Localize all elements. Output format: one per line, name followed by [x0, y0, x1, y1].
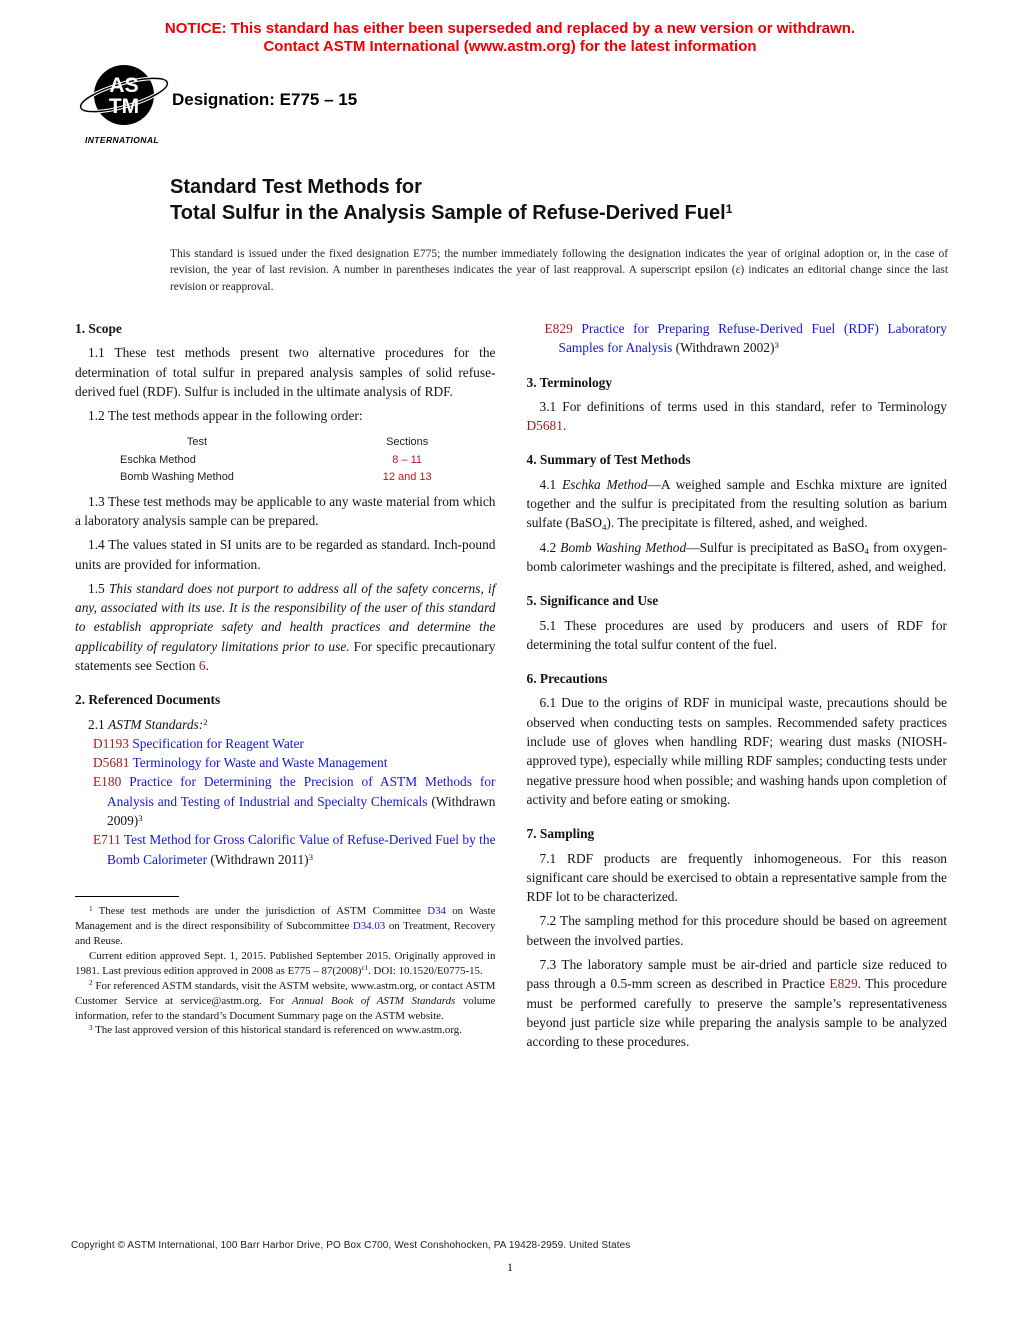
- paragraph-2-1: [75, 715, 496, 734]
- document-title: [170, 174, 950, 226]
- scope-table-header-sections: Sections: [386, 436, 429, 449]
- paragraph-1-1: [75, 343, 496, 401]
- text-run: These test methods are under the jurisdiction of ASTM Committee: [92, 904, 428, 917]
- standard-title-link[interactable]: D34.03: [352, 919, 386, 932]
- standard-ref-link[interactable]: E180: [93, 774, 130, 790]
- footnote-marker: 4: [864, 545, 869, 556]
- title-line-2: [170, 200, 950, 226]
- title-line-1: Standard Test Methods for: [170, 176, 422, 198]
- text-run: 1.3 These test methods may be applicable to any waste material from which a laboratory analysis sample can be prepared.: [75, 493, 496, 528]
- designation: Designation: E775 – 15: [172, 90, 358, 109]
- text-run: .: [205, 658, 209, 673]
- text-run: 3.1 For definitions of terms used in this standard, refer to Terminology: [539, 398, 947, 414]
- text-run: 1.4 The values stated in SI units are to be regarded as standard. Inch-pound units are provided for information.: [75, 537, 496, 572]
- text-run: 7.1 RDF products are frequently inhomogeneous. For this reason significant care should be exercised to obtain a representative sample from the RDF lot to be characterized.: [526, 850, 947, 905]
- paragraph-1-3: [75, 492, 496, 531]
- text-run: —A weighed sample and Eschka mixture are ignited together and the sulfur is precipitated from the resulting solution as barium sulfate (BaSO: [526, 476, 947, 531]
- footnote-1: [75, 904, 496, 949]
- text-run: 7.2 The sampling method for this procedure should be based on agreement between the involved parties.: [526, 913, 947, 948]
- paragraph-1-5: [75, 579, 496, 675]
- scope-table-section-link[interactable]: 12 and 13: [382, 470, 432, 483]
- reference-item-d1193: [75, 734, 496, 753]
- footnote-2: [75, 979, 496, 1024]
- astm-logo-text: TM: [108, 95, 140, 118]
- footnote-marker: 3: [138, 813, 143, 824]
- text-run: (Withdrawn 2011): [207, 851, 309, 867]
- footnote-separator: [75, 896, 179, 897]
- italic-text: Bomb Washing Method: [560, 539, 687, 555]
- standard-ref-link[interactable]: 6: [198, 658, 206, 673]
- text-run: . This procedure must be performed carefully to preserve the sample’s representativeness beyond just particle size while preparing the analysis sample to be analyzed according to these procedures.: [526, 976, 948, 1050]
- text-run: (Withdrawn 2002): [672, 340, 775, 356]
- text-run: .: [562, 418, 567, 434]
- footnote-marker: ε1: [361, 964, 369, 973]
- text-run: 5.1 These procedures are used by producers and users of RDF for determining the total sulfur content of the fuel.: [526, 617, 947, 652]
- astm-logo-international: INTERNATIONAL: [85, 135, 159, 145]
- left-column: [75, 319, 496, 1052]
- footnote-marker: 2: [89, 979, 93, 988]
- footnote-3: [75, 1023, 496, 1038]
- text-run: 7.3 The laboratory sample must be air-dried and particle size reduced to pass through a 0.5-mm screen as described in Practice: [526, 957, 947, 992]
- astm-globe-icon: [74, 62, 170, 132]
- standard-title-link[interactable]: Specification for Reagent Water: [132, 735, 304, 751]
- right-column: [527, 319, 948, 1052]
- section-7-heading: 7. Sampling: [526, 826, 595, 842]
- footnote-marker: 3: [774, 340, 779, 351]
- title-footnote-marker: 1: [725, 202, 733, 217]
- standard-ref-link[interactable]: D5681: [526, 418, 563, 434]
- notice-line-1: NOTICE: This standard has either been superseded and replaced by a new version or withdrawn.: [164, 20, 856, 37]
- text-run: 1.1 These test methods present two alternative procedures for the determination of total sulfur in prepared analysis samples of solid refuse-derived fuel (RDF). Sulfur is included in the ultimate analysis of RDF.: [75, 345, 496, 399]
- section-6-heading: 6. Precautions: [526, 671, 608, 687]
- standard-title-link[interactable]: Test Method for Gross Calorific Value of Refuse-Derived Fuel by the Bomb Calorimeter: [107, 832, 496, 867]
- footnote-edition: [75, 949, 496, 979]
- astm-logo-text: AS: [109, 74, 139, 97]
- scope-table: [75, 434, 496, 485]
- body-columns: [75, 319, 947, 1052]
- scope-table-cell: Bomb Washing Method: [120, 470, 234, 483]
- standard-ref-link[interactable]: E829: [544, 321, 582, 336]
- section-4-heading: 4. Summary of Test Methods: [526, 452, 691, 468]
- text-run: The last approved version of this historical standard is referenced on www.astm.org.: [92, 1024, 462, 1037]
- text-run: 4.1: [539, 476, 563, 492]
- section-2-heading: 2. Referenced Documents: [75, 692, 221, 708]
- standard-ref-link[interactable]: E711: [93, 832, 124, 848]
- text-run: 2.1: [88, 716, 109, 732]
- reference-item-e829: [527, 319, 948, 358]
- standard-ref-link[interactable]: D1193: [93, 735, 133, 751]
- section-3-heading: 3. Terminology: [526, 374, 613, 390]
- text-run: from oxygen-bomb calorimeter washings and the precipitate is filtered, ashed, and weighed.: [526, 539, 947, 574]
- paragraph-1-2: [75, 406, 496, 425]
- italic-text: This standard does not purport to address all of the safety concerns, if any, associated with its use. It is the responsibility of the user of this standard to establish appropriate safety and health practices and determine the applicability of regulatory limitations prior to use.: [75, 580, 496, 654]
- copyright-line: Copyright © ASTM International, 100 Barr Harbor Drive, PO Box C700, West Conshohocken, PA 19428-2959. United States: [71, 1240, 631, 1251]
- text-run: (Withdrawn 2009): [107, 793, 496, 829]
- standard-title-link[interactable]: Practice for Preparing Refuse-Derived Fuel (RDF) Laboratory Samples for Analysis: [558, 321, 947, 356]
- scope-table-header-test: Test: [186, 436, 208, 449]
- text-run: . DOI: 10.1520/E0775-15.: [368, 964, 483, 977]
- standard-title-link[interactable]: D34: [427, 904, 446, 917]
- text-run: 1.2 The test methods appear in the following order:: [88, 408, 363, 424]
- reference-item-e180: [75, 772, 496, 830]
- text-run: ). The precipitate is filtered, ashed, and weighed.: [606, 515, 868, 531]
- text-run: volume information, refer to the standard’s Document Summary page on the ASTM website.: [75, 994, 496, 1022]
- italic-text: Annual Book of ASTM Standards: [291, 994, 456, 1007]
- paragraph-4-2: [527, 538, 948, 577]
- reference-item-e711: [75, 830, 496, 869]
- standard-title-link[interactable]: Terminology for Waste and Waste Management: [132, 755, 388, 771]
- text-run: For referenced ASTM standards, visit the ASTM website, www.astm.org, or contact ASTM Customer Service at service@astm.org. For: [75, 979, 496, 1007]
- paragraph-7-3: [527, 955, 948, 1051]
- standard-ref-link[interactable]: E829: [829, 976, 858, 992]
- footnote-marker: 2: [203, 716, 208, 727]
- text-run: —Sulfur is precipitated as BaSO: [686, 539, 865, 555]
- preamble: This standard is issued under the fixed designation E775; the number immediately following the designation indicates the year of original adoption or, in the case of revision, the year of last revision. A number in parentheses indicates the year of last reapproval. A superscript epsilon (ε) indicates an editorial change since the last revision or reapproval.: [170, 248, 948, 293]
- paragraph-3-1: [527, 397, 948, 436]
- notice-line-2: Contact ASTM International (www.astm.org) for the latest information: [263, 38, 757, 55]
- text-run: on Treatment, Recovery and Reuse.: [75, 919, 496, 947]
- page-number: 1: [507, 1260, 513, 1274]
- paragraph-5-1: [527, 616, 948, 655]
- text-run: 4.2: [539, 539, 561, 555]
- paragraph-7-1: [527, 849, 948, 907]
- astm-logo: [74, 62, 170, 145]
- standard-title-link[interactable]: Practice for Determining the Precision of ASTM Methods for Analysis and Testing of Industrial and Specialty Chemicals: [107, 774, 496, 809]
- text-run: 1.5: [88, 580, 109, 596]
- text-run: 6.1 Due to the origins of RDF in municipal waste, precautions should be observed when conducting tests on samples. Recommended safety practices include use of gloves when handling RDF; wearing dust masks (NIOSH-approved type), especially while milling RDF samples; conducting tests under negative pressure hood when possible; and washing hands upon completion of activity and before eating or smoking.: [526, 695, 947, 807]
- paragraph-1-4: [75, 535, 496, 574]
- paragraph-4-1: [527, 475, 948, 533]
- italic-text: Eschka Method: [562, 476, 648, 492]
- footnote-marker: 3: [89, 1024, 93, 1033]
- section-1-heading: 1. Scope: [75, 321, 122, 336]
- footnote-marker: 3: [308, 851, 314, 862]
- paragraph-6-1: [527, 693, 948, 809]
- standard-ref-link[interactable]: D5681: [93, 755, 133, 771]
- footnotes: [75, 896, 496, 1038]
- italic-text: ASTM Standards:: [108, 716, 204, 732]
- text-run: For specific precautionary statements see Section: [75, 638, 496, 673]
- footnote-marker: 4: [602, 521, 607, 532]
- paragraph-7-2: [527, 911, 948, 950]
- scope-table-section-link[interactable]: 8 – 11: [392, 453, 423, 466]
- supersession-notice: [0, 20, 1020, 56]
- text-run: on Waste Management and is the direct responsibility of Subcommittee: [75, 904, 496, 932]
- reference-item-d5681: [75, 753, 496, 772]
- text-run: Current edition approved Sept. 1, 2015. Published September 2015. Originally approved in 1981. Last previous edition approved in 2008 as E775 – 87(2008): [75, 949, 496, 977]
- scope-table-cell: Eschka Method: [120, 453, 196, 466]
- footnote-marker: 1: [89, 904, 93, 913]
- title-text: Total Sulfur in the Analysis Sample of Refuse-Derived Fuel: [170, 202, 726, 224]
- section-5-heading: 5. Significance and Use: [526, 593, 659, 609]
